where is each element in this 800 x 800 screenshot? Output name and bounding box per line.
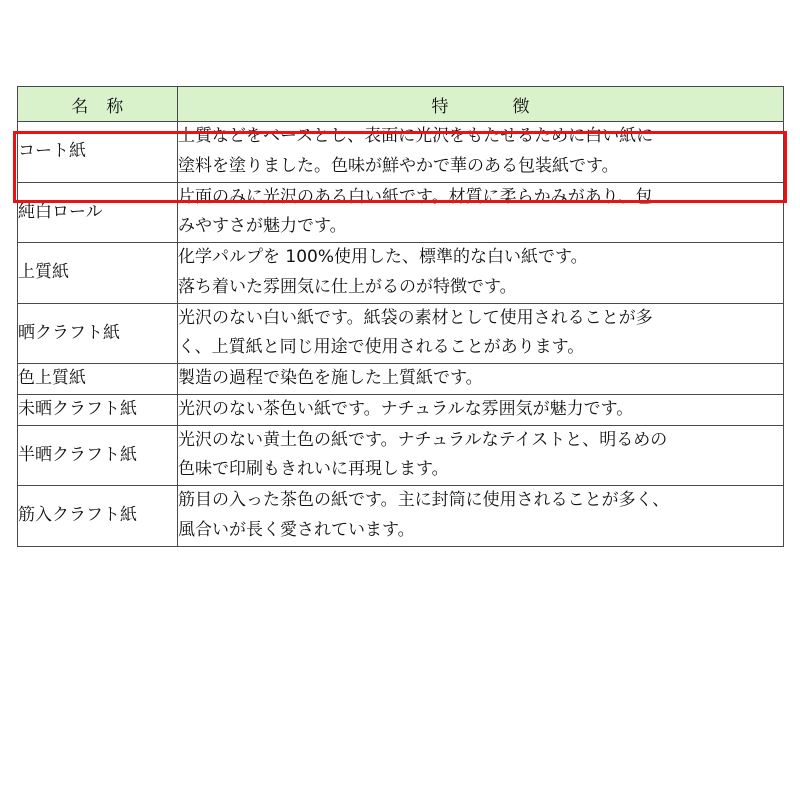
feature-line: 片面のみに光沢のある白い紙です。材質に柔らかみがあり、包 xyxy=(178,186,653,207)
feature-line: みやすさが魅力です。 xyxy=(178,216,347,237)
feature-line: く、上質紙と同じ用途で使用されることがあります。 xyxy=(178,337,585,358)
cell-name: 未晒クラフト紙 xyxy=(18,394,178,425)
table-row xyxy=(18,486,784,547)
paper-types-table xyxy=(17,86,784,547)
table-row xyxy=(18,425,784,486)
cell-feature xyxy=(178,486,784,547)
table-header-row xyxy=(18,87,784,122)
feature-line: 光沢のない白い紙です。紙袋の素材として使用されることが多 xyxy=(178,307,653,328)
cell-name: 晒クラフト紙 xyxy=(18,303,178,364)
table-row xyxy=(18,394,784,425)
cell-feature xyxy=(178,394,784,425)
cell-name: 筋入クラフト紙 xyxy=(18,486,178,547)
feature-line: 色味で印刷もきれいに再現します。 xyxy=(178,459,449,480)
cell-feature xyxy=(178,243,784,304)
feature-line: 上質などをベースとし、表面に光沢をもたせるために白い紙に xyxy=(178,126,654,146)
cell-feature xyxy=(178,122,784,183)
table-row xyxy=(18,122,784,183)
cell-name: コート紙 xyxy=(18,122,178,183)
cell-name: 半晒クラフト紙 xyxy=(18,425,178,486)
feature-line: 化学パルプを 100%使用した、標準的な白い紙です。 xyxy=(178,247,588,267)
feature-line: 風合いが長く愛されています。 xyxy=(178,519,415,540)
table-row xyxy=(18,364,784,395)
feature-line: 光沢のない茶色い紙です。ナチュラルな雰囲気が魅力です。 xyxy=(178,398,634,419)
cell-name: 上質紙 xyxy=(18,243,178,304)
feature-line: 筋目の入った茶色の紙です。主に封筒に使用されることが多く、 xyxy=(178,490,670,510)
column-header-feature: 特 徴 xyxy=(178,87,784,122)
paper-types-table-container xyxy=(17,86,783,547)
cell-feature xyxy=(178,182,784,243)
feature-line: 製造の過程で染色を施した上質紙です。 xyxy=(178,368,483,388)
cell-name: 純白ロール xyxy=(18,182,178,243)
cell-feature xyxy=(178,364,784,395)
table-row xyxy=(18,182,784,243)
table-body xyxy=(18,122,784,547)
column-header-name: 名 称 xyxy=(18,87,178,122)
table-row xyxy=(18,303,784,364)
cell-feature xyxy=(178,303,784,364)
feature-line: 光沢のない黄土色の紙です。ナチュラルなテイストと、明るめの xyxy=(178,429,668,450)
table-row xyxy=(18,243,784,304)
feature-line: 塗料を塗りました。色味が鮮やかで華のある包装紙です。 xyxy=(178,155,619,176)
feature-line: 落ち着いた雰囲気に仕上がるのが特徴です。 xyxy=(178,276,517,297)
cell-name: 色上質紙 xyxy=(18,364,178,395)
cell-feature xyxy=(178,425,784,486)
